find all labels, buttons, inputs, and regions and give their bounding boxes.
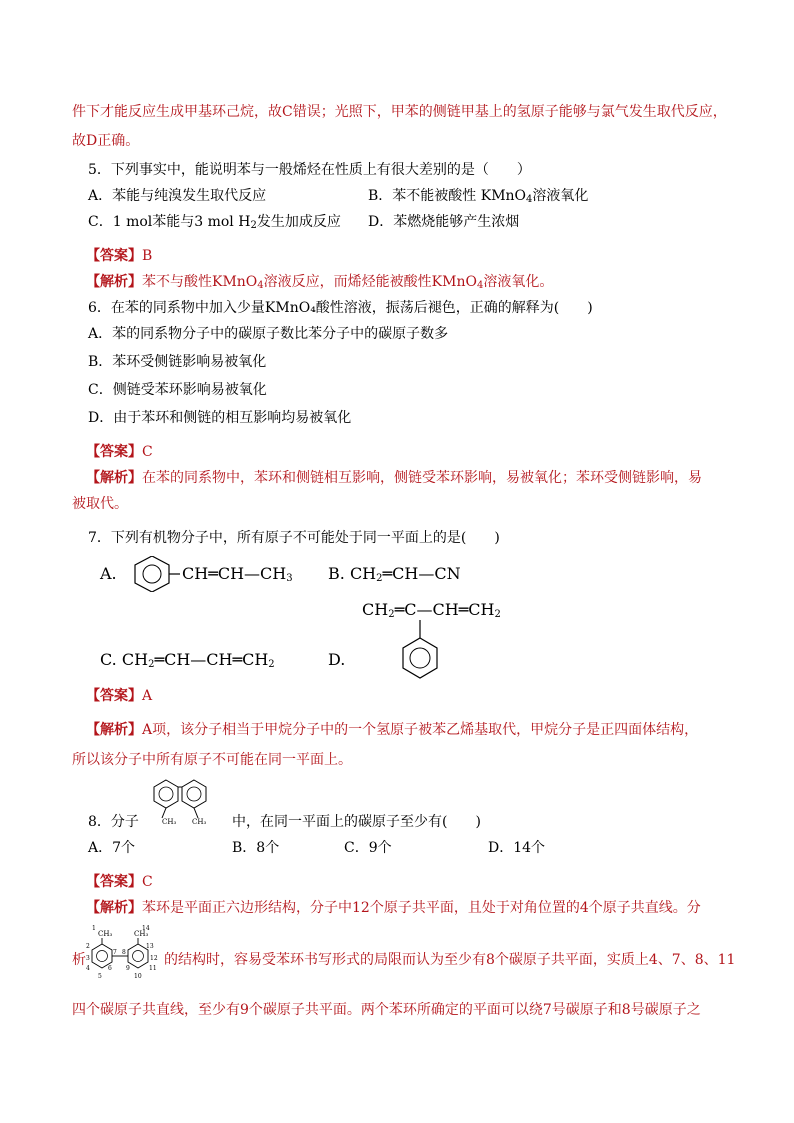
q8-option-b: B．8个 [232,840,280,856]
q7-option-b: B. $CH_2═CH—CN$ [328,564,461,584]
q5-answer: 【答案】B [86,248,153,264]
q6-option-b: B．苯环受侧链影响易被氧化 [88,354,267,370]
q7-option-d-label: D. [328,650,346,669]
q8-ch3-label-14: CH₃ [134,930,149,938]
atom-number-3: 3 [86,955,90,962]
q8-option-c: C．9个 [344,840,392,856]
q7-option-c: C. $CH_2═CH—CH═CH_2$ [100,650,275,670]
q8-analysis-line-1: 【解析】苯环是平面正六边形结构，分子中12个原子共平面，且处于对角位置的4个原子共直线。分 [86,900,701,916]
intro-line-2: 故D正确。 [72,133,140,149]
q5-option-a: A．苯能与纯溴发生取代反应 [88,188,267,204]
q8-molecule-ch3-right: CH₃ [192,818,207,826]
q6-analysis-line-1: 【解析】在苯的同系物中，苯环和侧链相互影响，侧链受苯环影响，易被氧化；苯环受侧链影响，易 [86,470,702,486]
q6-option-a: A．苯的同系物分子中的碳原子数比苯分子中的碳原子数多 [88,326,449,342]
atom-number-13: 13 [146,943,154,950]
q8-molecule-structure [148,776,218,826]
q7-answer: 【答案】A [86,688,153,704]
q5-option-c: C．1 mol苯能与3 mol $H_2$发生加成反应 [88,214,341,231]
q6-stem: 6．在苯的同系物中加入少量KMnO₄酸性溶液，振荡后褪色，正确的解释为( ) [88,300,593,316]
atom-number-5: 5 [98,973,102,980]
atom-number-10: 10 [134,973,142,980]
q8-option-d: D．14个 [488,840,546,856]
atom-number-4: 4 [86,965,90,972]
q7-analysis-line-1: 【解析】A项，该分子相当于甲烷分子中的一个氢原子被苯乙烯基取代，甲烷分子是正四面体结构， [86,722,699,738]
q8-ch3-label-1: CH₃ [98,930,113,938]
q8-analysis-line-2-prefix: 析 [72,952,86,968]
q7-analysis-line-2: 所以该分子中所有原子不可能在同一平面上。 [72,752,352,768]
q7-option-a-benzene-ring [128,556,180,592]
q6-option-d: D．由于苯环和侧链的相互影响均易被氧化 [88,410,352,426]
q8-analysis-line-2: 的结构时，容易受苯环书写形式的局限而认为至少有8个碳原子共平面，实质上4、7、8、11 [164,952,736,968]
atom-number-9: 9 [126,965,130,972]
q8-molecule-ch3-left: CH₃ [162,818,177,826]
q5-stem: 5．下列事实中，能说明苯与一般烯烃在性质上有很大差别的是（ ） [88,162,531,178]
atom-number-11: 11 [149,965,157,972]
q6-analysis-line-2: 被取代。 [72,496,128,512]
atom-number-7: 7 [113,949,117,956]
q5-analysis: 【解析】苯不与酸性KMnO$_4$溶液反应，而烯烃能被酸性KMnO$_4$溶液氧化。 [86,274,554,291]
q8-option-a: A．7个 [88,840,136,856]
q8-analysis-line-3: 四个碳原子共直线，至少有9个碳原子共平面。两个苯环所确定的平面可以绕7号碳原子和8号碳原子之 [72,1002,701,1018]
q8-answer: 【答案】C [86,874,153,890]
intro-line-1: 件下才能反应生成甲基环己烷，故C错误；光照下，甲苯的侧链甲基上的氢原子能够与氯气发生取代反应， [72,104,727,120]
atom-number-14: 14 [142,925,150,932]
q7-option-d-benzene-ring [398,618,442,680]
q7-stem: 7．下列有机物分子中，所有原子不可能处于同一平面上的是( ) [88,530,500,546]
q5-option-d: D．苯燃烧能够产生浓烟 [368,214,520,230]
q8-stem-suffix: 中，在同一平面上的碳原子至少有( ) [232,814,481,830]
atom-number-8: 8 [122,949,126,956]
atom-number-1: 1 [92,925,96,932]
q6-answer: 【答案】C [86,444,153,460]
atom-number-2: 2 [86,943,90,950]
atom-number-12: 12 [150,955,158,962]
q6-option-c: C．侧链受苯环影响易被氧化 [88,382,267,398]
q7-option-d-chain: $CH_2═C—CH═CH_2$ [362,600,501,620]
q7-option-a-chain: $CH═CH—CH_3$ [182,564,293,584]
atom-number-6: 6 [108,965,112,972]
q7-option-a-label: A. [100,564,117,583]
q8-stem-prefix: 8．分子 [88,814,139,830]
q8-numbered-molecule [86,922,166,980]
q5-option-b: B．苯不能被酸性 KMnO$_4$溶液氧化 [368,188,589,205]
